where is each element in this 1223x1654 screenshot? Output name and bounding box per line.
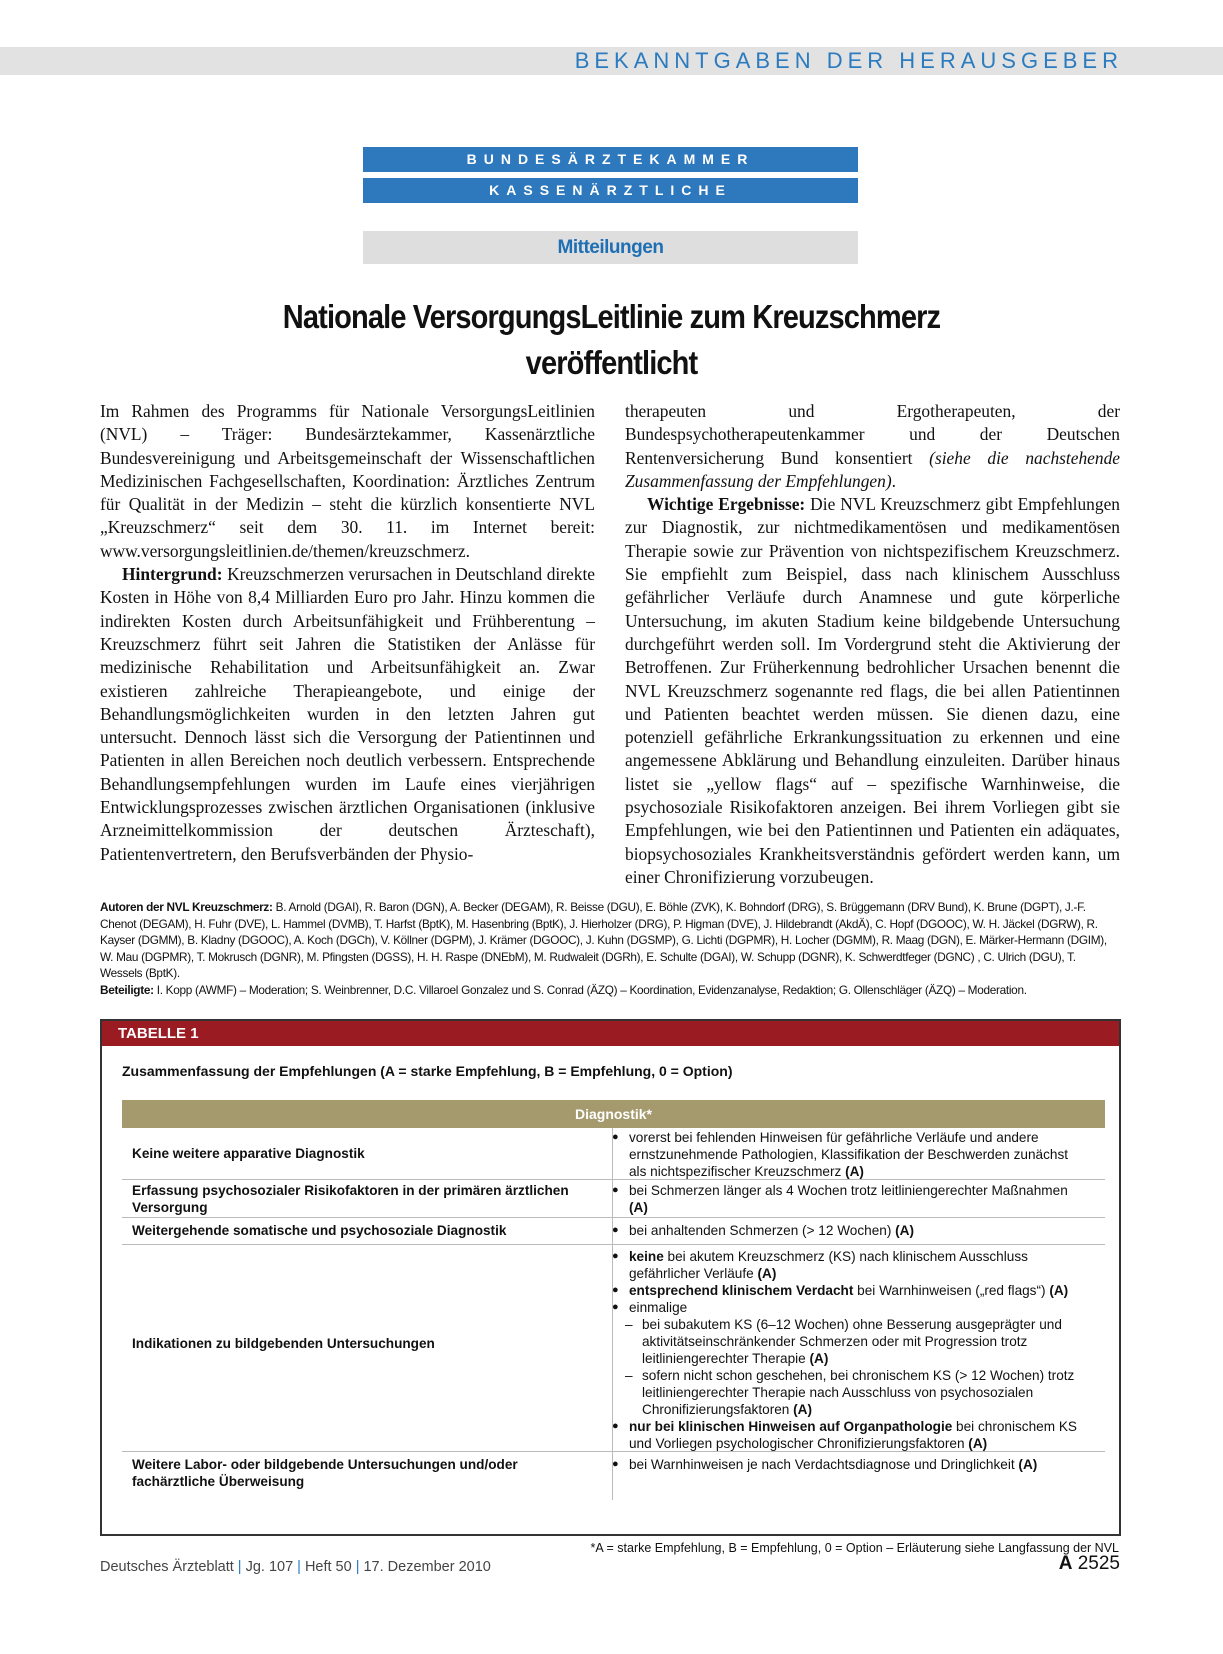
journal-volume: Jg. 107: [245, 1559, 294, 1575]
rec-text: bei chronischem KS und Vorliegen psychologischer Chronifizierungsfaktoren: [629, 1419, 1077, 1451]
table-row: [122, 1180, 1105, 1218]
text-continuation: therapeuten und Ergotherapeuten, der Bundespsychotherapeutenkammer und der Deutschen Rentenversicherung Bund konsentiert: [625, 401, 1120, 468]
rec-bold: nur bei klinischen Hinweisen auf Organpathologie: [629, 1419, 953, 1434]
section-header: BEKANNTGABEN DER HERAUSGEBER: [574, 48, 1123, 73]
text-period: .: [891, 470, 896, 491]
rec-grade: (A): [793, 1402, 812, 1417]
rec-text: bei Warnhinweisen („red flags“): [853, 1283, 1050, 1298]
rec-grade: (A): [1049, 1283, 1069, 1298]
table-row: [122, 1452, 1105, 1500]
rec-grade: (A): [968, 1436, 988, 1451]
page-footer: Deutsches Ärzteblatt | Jg. 107 | Heft 50 | 17. Dezember 2010: [100, 1559, 491, 1575]
column-left: [100, 400, 595, 866]
paragraph-ergebnisse: [625, 493, 1120, 889]
rec-text: bei Warnhinweisen je nach Verdachtsdiagnose und Dringlichkeit: [629, 1457, 1019, 1472]
title-line-1: Nationale VersorgungsLeitlinie zum Kreuzschmerz: [282, 298, 941, 335]
rec-grade: (A): [629, 1200, 648, 1215]
page-number: [1059, 1553, 1120, 1575]
participants-list: I. Kopp (AWMF) – Moderation; S. Weinbrenner, D.C. Villaroel Gonzalez und S. Conrad (ÄZQ) – Koordination, Evidenzanalyse, Redaktion; G. Ollenschläger (ÄZQ) – Moderation.: [153, 982, 1027, 997]
participants-label: Beteiligte:: [100, 982, 154, 997]
rec-grade: (A): [895, 1223, 915, 1238]
row-label: Weitergehende somatische und psychosoziale Diagnostik: [132, 1223, 507, 1238]
row-label: Erfassung psychosozialer Risikofaktoren in der primären ärztlichen Versorgung: [132, 1183, 569, 1215]
journal-name: Deutsches Ärzteblatt: [100, 1559, 234, 1575]
table-subtitle: Zusammenfassung der Empfehlungen (A = starke Empfehlung, B = Empfehlung, 0 = Option): [122, 1063, 733, 1079]
row-recommendation: [612, 1222, 1082, 1239]
authors-list: B. Arnold (DGAI), R. Baron (DGN), A. Becker (DEGAM), R. Beisse (DGU), E. Böhle (ZVK), K. Bohndorf (DRG), S. Brüggemann (DRV Bund), K. Brune (DGPT), J.-F. Chenot (DEGAM), H. Fuhr (DVE), L. Hammel (DVMB), T. Harfst (BptK), M. Hasenbring (BptK), J. Hierholzer (DRG), P. Higman (DVE), J. Hildebrandt (AkdÄ), C. Hopf (DGOOC), W. H. Jäckel (DGRW), R. Kayser (DGMM), B. Kladny (DGOOC), A. Koch (DGCh), V. Köllner (DGPM), J. Krämer (DGOOC), J. Kuhn (DGSMP), G. Lichti (DGPMR), H. Locher (DGMM), R. Maag (DGN), E. Märker-Hermann (DGIM), W. Mau (DGPMR), T. Mokrusch (DGNR), M. Pfingsten (DGSS), H. H. Raspe (DNEbM), M. Rudwaleit (DGRh), E. Schulte (DGAI), W. Schupp (DGNR), K. Schwerdtfeger (DGNC) , C. Ulrich (DGU), T. Wessels (BptK).: [100, 900, 1107, 980]
text-hintergrund: Kreuzschmerzen verursachen in Deutschland direkte Kosten in Höhe von 8,4 Milliarden Euro pro Jahr. Hinzu kommen die indirekten Kosten durch Arbeitsunfähigkeit und Frühberentung – Kreuzschmerz führt seit Jahren die Statistiken der Anlässe für medizinische Rehabilitation und Arbeitsunfähigkeit an. Zwar existieren zahlreiche Therapieangebote, und einige der Behandlungsmöglichkeiten wurden in den letzten Jahren gut untersucht. Dennoch lässt sich die Versorgung der Patientinnen und Patienten in allen Bereichen noch deutlich verbessern. Entsprechende Behandlungsempfehlungen wurden im Laufe eines vierjährigen Entwicklungsprozesses zwischen ärztlichen Organisationen (inklusive Arzneimittelkommission der deutschen Ärzteschaft), Patientenvertretern, den Berufsverbänden der Physio-: [100, 564, 595, 864]
rec-grade: (A): [757, 1266, 777, 1281]
lead-hintergrund: Hintergrund:: [122, 564, 223, 585]
paragraph-hintergrund: [100, 563, 595, 866]
band-bundesaerztekammer: BUNDESÄRZTEKAMMER: [363, 147, 858, 172]
row-recommendation: [612, 1182, 1082, 1216]
paragraph-intro: Im Rahmen des Programms für Nationale VersorgungsLeitlinien (NVL) – Träger: Bundesärztekammer, Kassenärztliche Bundesvereinigung und Arbeitsgemeinschaft der Wissenschaftlichen Medizinischen Fachgesellschaften, Koordination: Ärztliches Zentrum für Qualität in der Medizin – steht die kürzlich konsentierte NVL „Kreuzschmerz“ seit dem 30. 11. im Internet bereit: www.versorgungsleitlinien.de/themen/kreuzschmerz.: [100, 401, 595, 561]
row-recommendation: [612, 1129, 1082, 1180]
journal-issue: Heft 50: [304, 1559, 352, 1575]
column-right: [625, 400, 1120, 889]
italic-note: (siehe die nachstehende Zusammenfassung der Empfehlungen): [625, 447, 1120, 491]
row-label: Indikationen zu bildgebenden Untersuchungen: [132, 1336, 435, 1351]
page-prefix: A: [1058, 1553, 1073, 1574]
rec-text: bei subakutem KS (6–12 Wochen) ohne Besserung ausgeprägter und aktivitätseinschränkender Schmerzen oder mit Progression trotz leitliniengerechter Therapie: [642, 1317, 1062, 1366]
rec-text: sofern nicht schon geschehen, bei chronischem KS (> 12 Wochen) trotz leitliniengerechter Therapie nach Ausschluss von psychosozialen Chronifizierungsfaktoren: [642, 1368, 1075, 1417]
rec-grade: (A): [809, 1351, 829, 1366]
band-kbv: KASSENÄRZTLICHE BUNDESVEREINIGUNG: [363, 178, 858, 203]
row-label: Keine weitere apparative Diagnostik: [132, 1146, 365, 1161]
authors-label: Autoren der NVL Kreuzschmerz:: [100, 900, 273, 914]
table-label: TABELLE 1: [102, 1021, 1119, 1046]
table-1: [100, 1019, 1121, 1536]
table-row: [122, 1218, 1105, 1245]
page-value: 2525: [1077, 1553, 1120, 1574]
title-line-2: veröffentlicht: [525, 344, 698, 381]
rec-text: bei anhaltenden Schmerzen (> 12 Wochen): [629, 1223, 896, 1238]
rec-text: einmalige: [629, 1300, 688, 1315]
table-footnote: *A = starke Empfehlung, B = Empfehlung, 0 = Option – Erläuterung siehe Langfassung der NVL: [590, 1541, 1119, 1555]
rec-bold: keine: [629, 1249, 664, 1264]
lead-ergebnisse: Wichtige Ergebnisse:: [647, 494, 806, 515]
row-recommendation: [612, 1248, 1082, 1452]
table-section-header: Diagnostik*: [122, 1100, 1105, 1128]
rec-text: vorerst bei fehlenden Hinweisen für gefährliche Verläufe und andere ernstzunehmende Pathologien, Klassifikation der Beschwerden zunächst als nichtspezifischer Kreuzschmerz: [629, 1130, 1069, 1179]
rec-text: bei Schmerzen länger als 4 Wochen trotz leitliniengerechter Maßnahmen: [629, 1183, 1068, 1198]
text-ergebnisse: Die NVL Kreuzschmerz gibt Empfehlungen zur Diagnostik, zur nichtmedikamentösen und medikamentösen Therapie sowie zur Prävention von nichtspezifischem Kreuzschmerz. Sie empfiehlt zum Beispiel, dass nach klinischem Ausschluss gefährlicher Verläufe durch Anamnese und gute körperliche Untersuchung, im akuten Stadium keine bildgebende Untersuchung durchgeführt werden soll. Im Vordergrund steht die Aktivierung der Betroffenen. Zur Früherkennung bedrohlicher Ursachen benennt die NVL Kreuzschmerz sogenannte red flags, die bei allen Patientinnen und Patienten beachtet werden müssen. Sie dienen dazu, eine potenziell gefährliche Erkrankungssituation zu erkennen und eine angemessene Abklärung und Behandlung einzuleiten. Darüber hinaus listet sie „yellow flags“ auf – spezifische Warnhinweise, die psychosoziale Risikofaktoren anzeigen. Bei ihrem Vorliegen gibt sie Empfehlungen, wie bei den Patientinnen und Patienten ein adäquates, biopsychosoziales Krankheitsverständnis gefördert werden kann, um einer Chronifizierung vorzubeugen.: [625, 494, 1120, 887]
rec-grade: (A): [845, 1164, 864, 1179]
table-row: [122, 1245, 1105, 1452]
row-label: Weitere Labor- oder bildgebende Untersuchungen und/oder fachärztliche Überweisung: [132, 1457, 518, 1489]
table-row: [122, 1128, 1105, 1180]
rec-grade: (A): [1018, 1457, 1038, 1472]
paragraph-continuation: [625, 400, 1120, 493]
rec-bold: entsprechend klinischem Verdacht: [629, 1283, 854, 1298]
row-recommendation: [612, 1456, 1082, 1473]
category-label: Mitteilungen: [363, 231, 858, 264]
rec-text: bei akutem Kreuzschmerz (KS) nach klinischem Ausschluss gefährlicher Verläufe: [629, 1249, 1028, 1281]
journal-date: 17. Dezember 2010: [363, 1559, 491, 1575]
article-title: [161, 294, 1061, 386]
authors-block: [100, 899, 1120, 998]
